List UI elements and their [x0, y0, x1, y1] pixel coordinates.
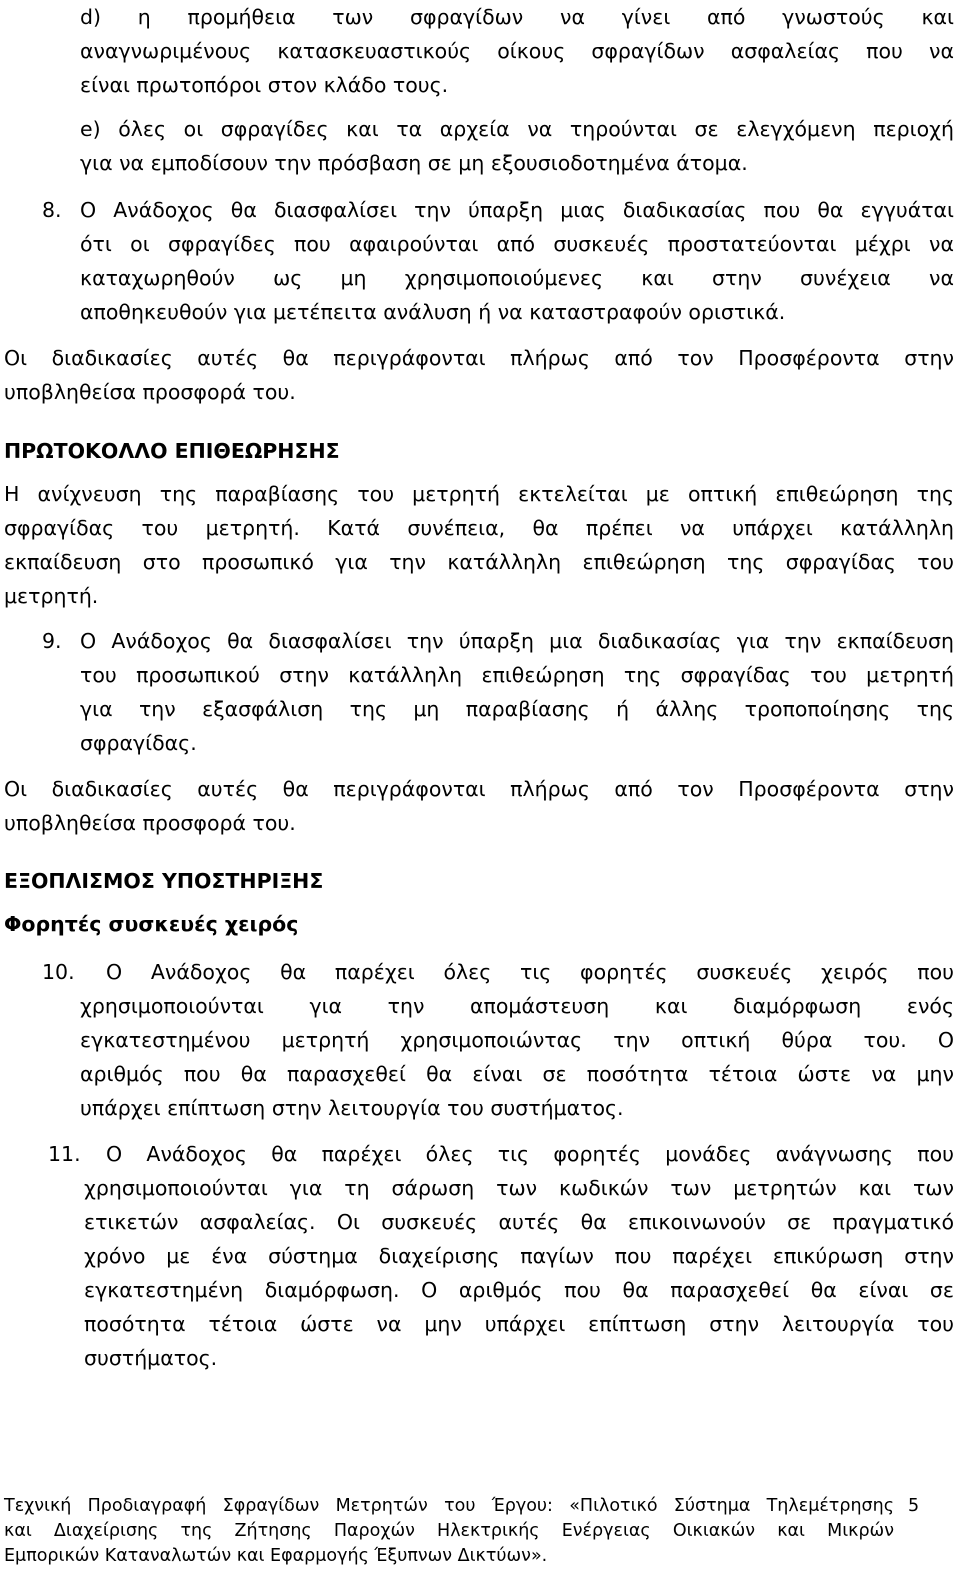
procedures-paragraph-1	[4, 341, 954, 409]
text-line: αναγνωριμένους κατασκευαστικούς οίκους σφραγίδων ασφαλείας που να	[80, 39, 954, 63]
text-line: Ο Ανάδοχος θα διασφαλίσει την ύπαρξη μιας διαδικασίας που θα εγγυάται	[80, 198, 954, 222]
text-line: μετρητή.	[4, 584, 99, 608]
page-number: 5	[908, 1496, 920, 1516]
item-9-paragraph	[80, 624, 954, 760]
text-line: Ο Ανάδοχος θα παρέχει όλες τις φορητές μονάδες ανάγνωσης που	[106, 1142, 954, 1166]
footer-line: Τεχνική Προδιαγραφή Σφραγίδων Μετρητών του Έργου: «Πιλοτικό Σύστημα Τηλεμέτρησης	[4, 1496, 894, 1516]
text-line: καταχωρηθούν ως μη χρησιμοποιούμενες και στην συνέχεια να	[80, 266, 954, 290]
heading-inspection-protocol: ΠΡΩΤΟΚΟΛΛΟ ΕΠΙΘΕΩΡΗΣΗΣ	[4, 439, 340, 463]
item-8-paragraph	[80, 193, 954, 329]
text-line: συστήματος.	[84, 1346, 218, 1370]
item-e-paragraph	[80, 112, 954, 180]
text-line: Οι διαδικασίες αυτές θα περιγράφονται πλήρως από τον Προσφέροντα στην	[4, 777, 954, 801]
text-line: εγκατεστημένη διαμόρφωση. Ο αριθμός που θα παρασχεθεί θα είναι σε	[84, 1278, 954, 1302]
text-line: Ο Ανάδοχος θα διασφαλίσει την ύπαρξη μια διαδικασίας για την εκπαίδευση	[80, 629, 954, 653]
text-line: d) η προμήθεια των σφραγίδων να γίνει από γνωστούς και	[80, 5, 954, 29]
item-d-paragraph	[80, 0, 954, 102]
text-line: υποβληθείσα προσφορά του.	[4, 811, 296, 835]
inspection-paragraph	[4, 477, 954, 613]
subheading-handheld-devices: Φορητές συσκευές χειρός	[4, 912, 299, 936]
text-line: υποβληθείσα προσφορά του.	[4, 380, 296, 404]
page-footer	[4, 1494, 894, 1569]
text-line: για να εμποδίσουν την πρόσβαση σε μη εξουσιοδοτημένα άτομα.	[80, 151, 748, 175]
text-line: Ο Ανάδοχος θα παρέχει όλες τις φορητές συσκευές χειρός που	[106, 960, 954, 984]
text-line: υπάρχει επίπτωση στην λειτουργία του συστήματος.	[80, 1096, 624, 1120]
text-line: ετικετών ασφαλείας. Οι συσκευές αυτές θα επικοινωνούν σε πραγματικό	[84, 1210, 954, 1234]
procedures-paragraph-2	[4, 772, 954, 840]
text-line: εκπαίδευση στο προσωπικό για την κατάλληλη επιθεώρηση της σφραγίδας του	[4, 550, 954, 574]
text-line: χρόνο με ένα σύστημα διαχείρισης παγίων που παρέχει επικύρωση στην	[84, 1244, 954, 1268]
text-line: χρησιμοποιούνται για τη σάρωση των κωδικών των μετρητών και των	[84, 1176, 954, 1200]
item-8-number: 8.	[42, 198, 62, 222]
text-line: ποσότητα τέτοια ώστε να μην υπάρχει επίπτωση στην λειτουργία του	[84, 1312, 954, 1336]
item-11-number: 11.	[48, 1142, 81, 1166]
text-line: αποθηκευθούν για μετέπειτα ανάλυση ή να καταστραφούν οριστικά.	[80, 300, 786, 324]
text-line: αριθμός που θα παρασχεθεί θα είναι σε ποσότητα τέτοια ώστε να μην	[80, 1062, 954, 1086]
text-line: e) όλες οι σφραγίδες και τα αρχεία να τηρούνται σε ελεγχόμενη περιοχή	[80, 117, 954, 141]
item-9-number: 9.	[42, 629, 62, 653]
item-10-paragraph	[80, 955, 954, 1125]
text-line: για την εξασφάλιση της μη παραβίασης ή άλλης τροποποίησης της	[80, 697, 954, 721]
heading-support-equipment: ΕΞΟΠΛΙΣΜΟΣ ΥΠΟΣΤΗΡΙΞΗΣ	[4, 869, 324, 893]
footer-line: και Διαχείρισης της Ζήτησης Παροχών Ηλεκτρικής Ενέργειας Οικιακών και Μικρών	[4, 1521, 894, 1541]
footer-line: Εμπορικών Καταναλωτών και Εφαρμογής Έξυπνων Δικτύων».	[4, 1546, 548, 1566]
text-line: χρησιμοποιούνται για την απομάστευση και διαμόρφωση ενός	[80, 994, 954, 1018]
text-line: σφραγίδας.	[80, 731, 197, 755]
text-line: εγκατεστημένου μετρητή χρησιμοποιώντας την οπτική θύρα του. Ο	[80, 1028, 954, 1052]
text-line: Οι διαδικασίες αυτές θα περιγράφονται πλήρως από τον Προσφέροντα στην	[4, 346, 954, 370]
item-10-number: 10.	[42, 960, 75, 984]
text-line: είναι πρωτοπόροι στον κλάδο τους.	[80, 73, 449, 97]
text-line: ότι οι σφραγίδες που αφαιρούνται από συσκευές προστατεύονται μέχρι να	[80, 232, 954, 256]
text-line: του προσωπικού στην κατάλληλη επιθεώρηση της σφραγίδας του μετρητή	[80, 663, 954, 687]
text-line: σφραγίδας του μετρητή. Κατά συνέπεια, θα πρέπει να υπάρχει κατάλληλη	[4, 516, 954, 540]
text-line: Η ανίχνευση της παραβίασης του μετρητή εκτελείται με οπτική επιθεώρηση της	[4, 482, 954, 506]
item-11-paragraph	[84, 1137, 954, 1375]
